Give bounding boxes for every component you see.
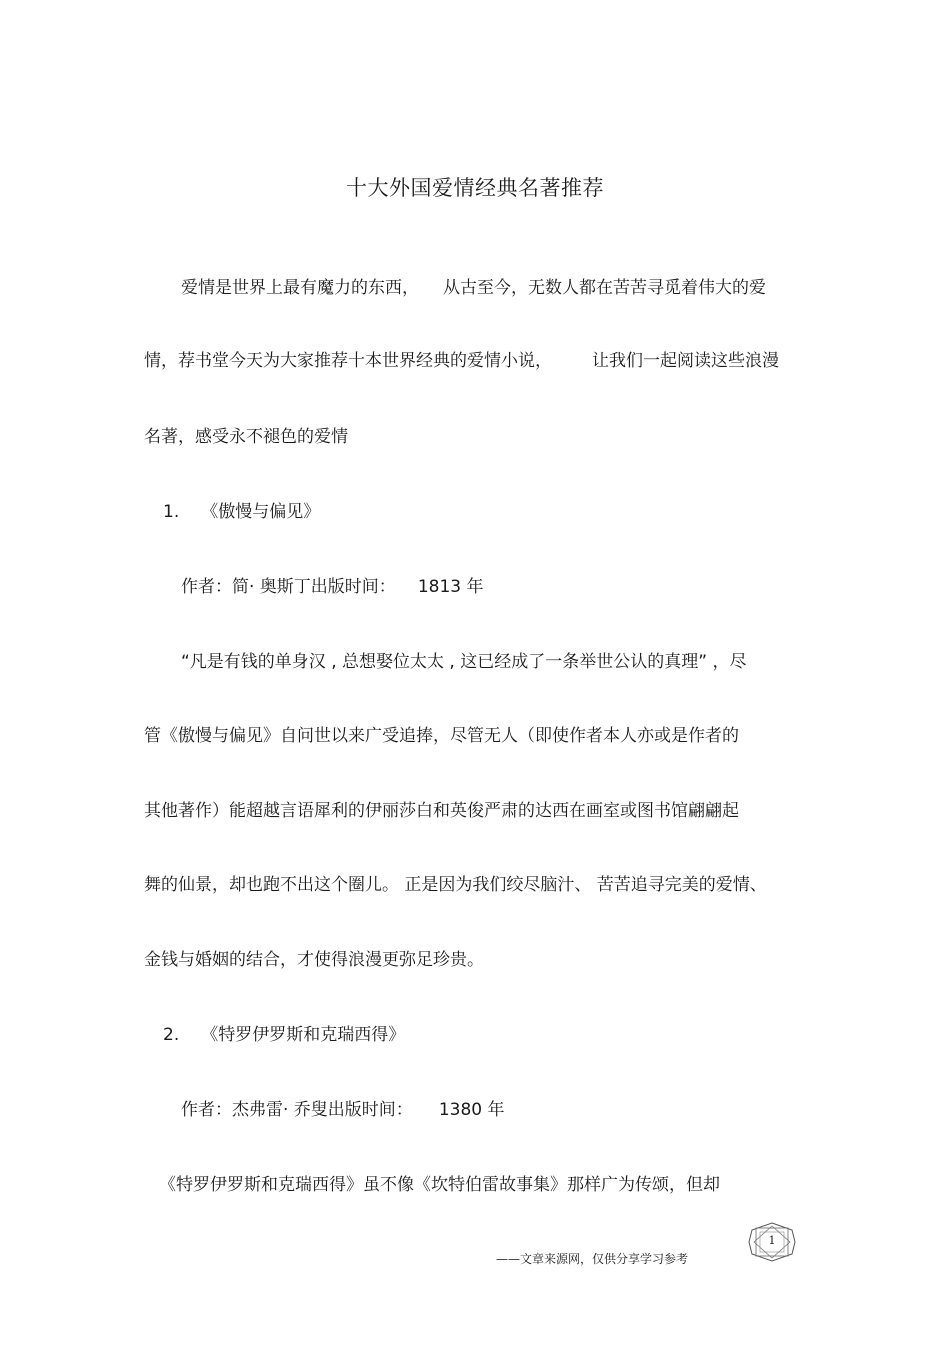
book-2-author-line: [181, 1098, 504, 1122]
intro-line-2-part-a: 情，荐书堂今天为大家推荐十本世界经典的爱情小说，: [144, 351, 552, 371]
book-1-desc-line-4: 舞的仙景，却也跑不出这个圈儿。 正是因为我们绞尽脑汁、 苦苦追寻完美的爱情、: [144, 875, 767, 895]
book-2-desc-line-1: 《特罗伊罗斯和克瑞西得》虽不像《坎特伯雷故事集》那样广为传颂，但却: [159, 1175, 720, 1195]
footer-source-note: ——文章来源网，仅供分享学习参考: [496, 1252, 689, 1266]
page-number: 1: [768, 1234, 776, 1247]
book-2-heading: [163, 1023, 405, 1047]
book-1-desc-line-1: “凡是有钱的单身汉 , 总想娶位太太 , 这已经成了一条举世公认的真理” ，尽: [181, 652, 747, 672]
book-1-heading: [163, 500, 320, 524]
book-1-author: 作者：简· 奥斯丁出版时间：: [181, 577, 396, 597]
book-1-desc-line-5: 金钱与婚姻的结合，才使得浪漫更弥足珍贵。: [144, 950, 484, 970]
book-1-year: 1813 年: [417, 577, 484, 597]
book-1-number: 1.: [163, 502, 180, 522]
book-2-year: 1380 年: [438, 1100, 505, 1120]
document-title: 十大外国爱情经典名著推荐: [346, 176, 604, 200]
intro-line-3: 名著，感受永不褪色的爱情: [144, 427, 348, 447]
book-2-title: 《特罗伊罗斯和克瑞西得》: [201, 1025, 406, 1045]
book-1-desc-line-2: 管《傲慢与偏见》自问世以来广受追捧，尽管无人（即使作者本人亦或是作者的: [144, 726, 739, 746]
intro-line-1-part-a: 爱情是世界上最有魔力的东西，: [181, 278, 419, 298]
book-1-title: 《傲慢与偏见》: [201, 502, 321, 522]
book-1-author-line: [181, 575, 483, 599]
intro-line-1: [181, 276, 766, 300]
intro-line-2: [144, 349, 779, 373]
intro-line-1-part-b: 从古至今，无数人都在苦苦寻觅着伟大的爱: [443, 278, 766, 298]
book-2-number: 2.: [163, 1025, 180, 1045]
intro-line-2-part-b: 让我们一起阅读这些浪漫: [592, 351, 779, 371]
page-number-badge: [748, 1222, 796, 1262]
book-1-desc-line-3: 其他著作）能超越言语犀利的伊丽莎白和英俊严肃的达西在画室或图书馆翩翩起: [144, 801, 739, 821]
book-2-author: 作者：杰弗雷· 乔叟出版时间：: [181, 1100, 413, 1120]
